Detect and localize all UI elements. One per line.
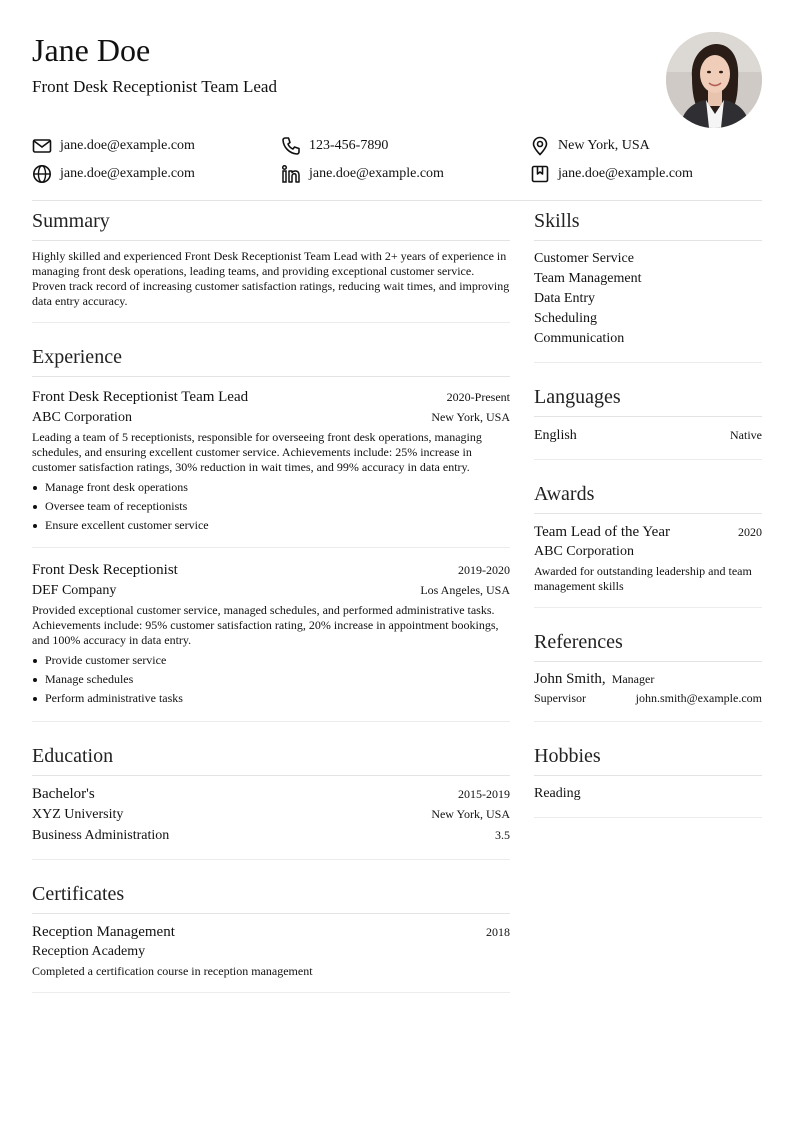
award-description: Awarded for outstanding leadership and team management skills xyxy=(534,564,752,593)
mail-icon xyxy=(32,136,52,156)
contact-phone-text: 123-456-7890 xyxy=(309,138,389,153)
job-description: Provided exceptional customer service, managed schedules, and performed administrative tasks. Achievements include: 95% customer satisfaction rating, 20% increase in appointment bookings, and 100% accuracy in data entry. xyxy=(32,603,499,647)
languages-title: Languages xyxy=(534,377,762,417)
avatar xyxy=(666,32,762,128)
contact-row xyxy=(32,132,762,160)
summary-text: Highly skilled and experienced Front Desk Receptionist Team Lead with 2+ years of experience in managing front desk operations, leading teams, and providing exceptional customer service. Proven track record of increasing customer satisfaction ratings, reducing wait times, and improving data entry accuracy. xyxy=(32,249,510,308)
list-item: Perform administrative tasks xyxy=(32,689,510,708)
awards-title: Awards xyxy=(534,474,762,514)
job-title: Front Desk Receptionist Team Lead xyxy=(32,389,249,405)
company-name: ABC Corporation xyxy=(32,410,132,425)
reference-relation: Supervisor xyxy=(534,691,586,705)
reference-role: Manager xyxy=(611,672,655,686)
certificate-issuer: Reception Academy xyxy=(32,944,146,959)
job-location: New York, USA xyxy=(431,410,510,424)
contact-phone[interactable] xyxy=(281,132,388,160)
hobby-item: Reading xyxy=(534,786,581,801)
experience-section xyxy=(32,337,510,722)
job-dates: 2020-Present xyxy=(446,390,510,404)
skill-item: Customer Service xyxy=(534,251,634,266)
contact-linkedin[interactable] xyxy=(281,160,444,188)
candidate-name: Jane Doe xyxy=(32,32,151,68)
award-name: Team Lead of the Year xyxy=(534,524,670,540)
experience-entry xyxy=(32,385,510,535)
awards-section xyxy=(534,474,762,608)
contact-linkedin-text: jane.doe@example.com xyxy=(309,166,444,181)
job-description: Leading a team of 5 receptionists, responsible for overseeing front desk operations, managing schedules, and ensuring excellent customer service. Achievements include: 25% increase in customer satisfaction ratings, 30% reduction in wait times, and 99% accuracy in data entry. xyxy=(32,430,482,474)
contact-website-text: jane.doe@example.com xyxy=(60,166,195,181)
side-column xyxy=(534,201,762,832)
list-item: Manage front desk operations xyxy=(32,478,510,497)
job-bullets xyxy=(32,651,510,708)
certificate-year: 2018 xyxy=(486,925,510,939)
phone-icon xyxy=(281,136,301,156)
award-year: 2020 xyxy=(738,525,762,539)
experience-entry xyxy=(32,547,510,708)
gpa: 3.5 xyxy=(495,828,510,842)
skills-section xyxy=(534,201,762,363)
hobbies-title: Hobbies xyxy=(534,736,762,776)
job-bullets xyxy=(32,478,510,535)
education-title: Education xyxy=(32,736,510,776)
contact-website[interactable] xyxy=(32,160,195,188)
linkedin-icon xyxy=(281,164,301,184)
skill-item: Scheduling xyxy=(534,311,597,326)
certificate-description: Completed a certification course in reception management xyxy=(32,964,313,978)
contact-location-text: New York, USA xyxy=(558,138,650,153)
field-of-study: Business Administration xyxy=(32,828,170,843)
reference-name: John Smith, xyxy=(534,671,606,687)
skills-title: Skills xyxy=(534,201,762,241)
list-item: Manage schedules xyxy=(32,670,510,689)
references-title: References xyxy=(534,622,762,662)
languages-section xyxy=(534,377,762,460)
certificates-title: Certificates xyxy=(32,874,510,914)
list-item: Ensure excellent customer service xyxy=(32,516,510,535)
bookmark-icon xyxy=(530,164,550,184)
language-name: English xyxy=(534,428,577,443)
experience-title: Experience xyxy=(32,337,510,377)
education-dates: 2015-2019 xyxy=(458,787,510,801)
list-item: Oversee team of receptionists xyxy=(32,497,510,516)
school-location: New York, USA xyxy=(431,807,510,821)
contact-info xyxy=(32,132,762,188)
skill-item: Team Management xyxy=(534,271,642,286)
contact-email[interactable] xyxy=(32,132,195,160)
contact-portfolio[interactable] xyxy=(530,160,693,188)
education-section xyxy=(32,736,510,860)
reference-email[interactable]: john.smith@example.com xyxy=(635,691,762,705)
job-location: Los Angeles, USA xyxy=(420,583,510,597)
language-level: Native xyxy=(730,428,762,442)
location-icon xyxy=(530,136,550,156)
skill-item: Data Entry xyxy=(534,291,596,306)
summary-section xyxy=(32,201,510,323)
certificates-section xyxy=(32,874,510,993)
certificate-name: Reception Management xyxy=(32,924,175,940)
main-column xyxy=(32,201,510,1007)
contact-row xyxy=(32,160,762,188)
hobbies-section xyxy=(534,736,762,818)
list-item: Provide customer service xyxy=(32,651,510,670)
award-issuer: ABC Corporation xyxy=(534,544,634,559)
contact-location xyxy=(530,132,650,160)
company-name: DEF Company xyxy=(32,583,117,598)
references-section xyxy=(534,622,762,722)
degree: Bachelor's xyxy=(32,786,95,802)
job-dates: 2019-2020 xyxy=(458,563,510,577)
profile-photo xyxy=(666,32,762,128)
school-name: XYZ University xyxy=(32,807,124,822)
globe-icon xyxy=(32,164,52,184)
summary-title: Summary xyxy=(32,201,510,241)
skill-item: Communication xyxy=(534,331,625,346)
job-title: Front Desk Receptionist xyxy=(32,562,178,578)
contact-email-text: jane.doe@example.com xyxy=(60,138,195,153)
contact-portfolio-text: jane.doe@example.com xyxy=(558,166,693,181)
candidate-role: Front Desk Receptionist Team Lead xyxy=(32,77,277,96)
